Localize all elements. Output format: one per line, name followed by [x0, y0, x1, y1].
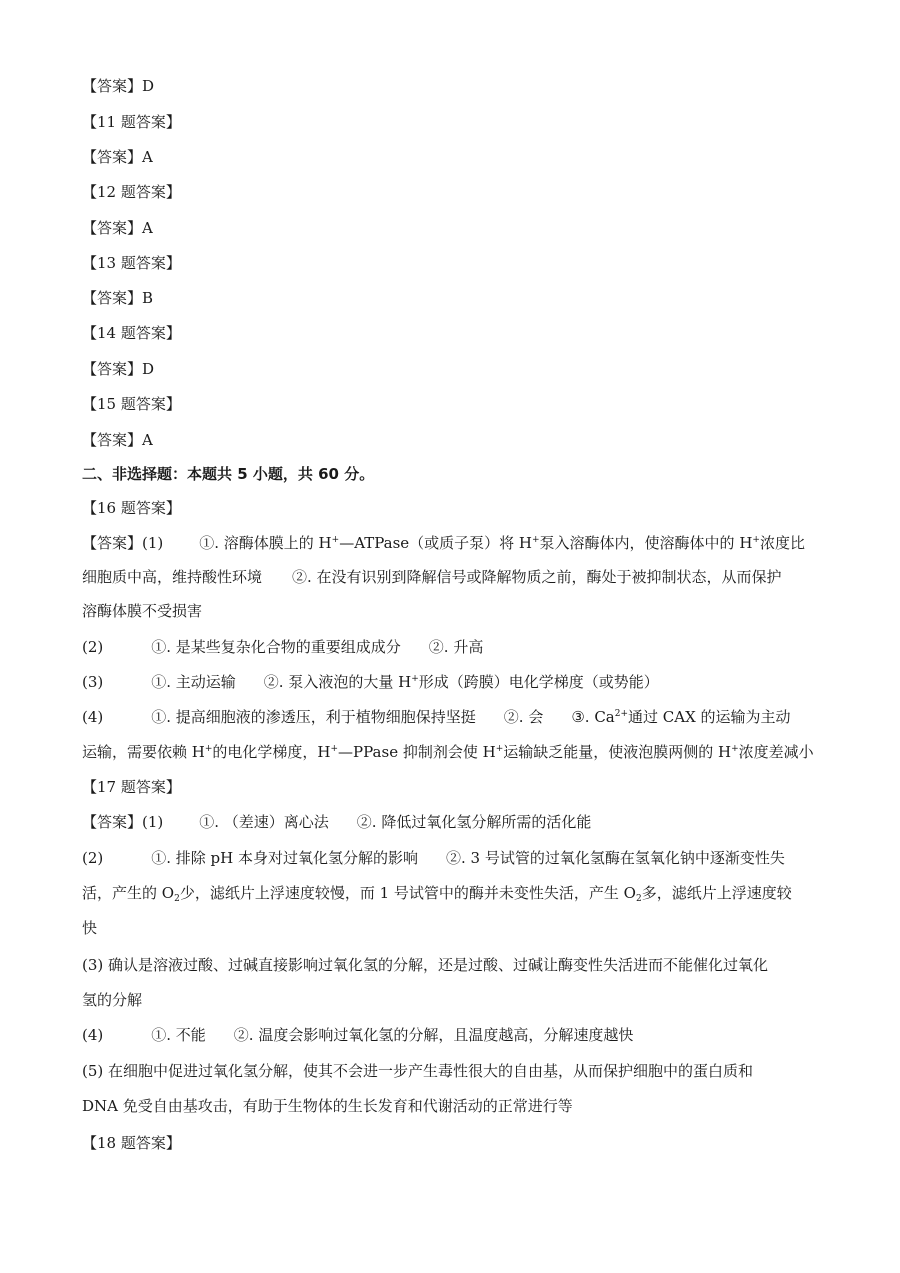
q16-a1-sup-2: + [532, 535, 540, 545]
answer-10: 【答案】D [82, 77, 155, 95]
q16-a1-line2-b: ②. 在没有识别到降解信号或降解物质之前，酶处于被抑制状态，从而保护 [292, 568, 782, 586]
q17-a1-p1: ①. （差速）离心法 [199, 813, 329, 831]
q16-a1-text-c: 泵入溶酶体内，使溶酶体中的 H [539, 534, 753, 552]
q16-a3-p1: ①. 主动运输 [151, 673, 236, 691]
q16-a3-p2-b: 形成（跨膜）电化学梯度（或势能） [418, 673, 659, 691]
q17-answer-2-line-2 [82, 883, 822, 903]
q11-header: 【11 题答案】 [82, 113, 181, 131]
q16-a4-l2-c: —PPase 抑制剂会使 H [338, 743, 496, 761]
q17-answer-2-line-3: 快 [82, 919, 98, 937]
q16-a4-p3-b: 通过 CAX 的运输为主动 [628, 708, 791, 726]
q12-header: 【12 题答案】 [82, 183, 181, 201]
answer-11: 【答案】A [82, 148, 153, 166]
q16-a4-l2-a: 运输，需要依赖 H [82, 743, 205, 761]
q17-a2-l2-sub-1: 2 [174, 894, 180, 904]
q16-a4-p1: ①. 提高细胞液的渗透压，利于植物细胞保持坚挺 [151, 708, 476, 726]
q16-a4-l2-sup-1: + [204, 744, 213, 754]
q16-header: 【16 题答案】 [82, 499, 181, 517]
q16-a1-prefix: 【答案】(1) [82, 534, 164, 552]
q16-a1-text-d: 浓度比 [759, 534, 805, 552]
q17-answer-3-line-2: 氢的分解 [82, 991, 143, 1009]
q16-a4-l2-sup-3: + [495, 744, 504, 754]
q17-answer-5-line-1: (5) 在细胞中促进过氧化氢分解，使其不会进一步产生毒性很大的自由基，从而保护细胞中的蛋白质和 [82, 1062, 754, 1080]
q17-answer-4 [82, 1025, 822, 1045]
q16-a3-p2-a: ②. 泵入液泡的大量 H [263, 673, 412, 691]
q16-a1-text-b: —ATPase（或质子泵）将 H [339, 534, 532, 552]
q17-a2-l2-a: 活，产生的 O [82, 884, 175, 902]
answer-14: 【答案】D [82, 360, 155, 378]
q17-a4-num: (4) [82, 1026, 104, 1044]
q15-header: 【15 题答案】 [82, 395, 181, 413]
q16-a4-l2-d: 运输缺乏能量，使液泡膜两侧的 H [503, 743, 732, 761]
q16-a3-sup: + [411, 674, 419, 684]
q14-header: 【14 题答案】 [82, 324, 181, 342]
q17-answer-5-line-2: DNA 免受自由基攻击，有助于生物体的生长发育和代谢活动的正常进行等 [82, 1097, 573, 1115]
q17-a2-l2-sub-2: 2 [635, 894, 642, 904]
q17-answer-2-line-1 [82, 848, 822, 868]
q16-a2-p1: ①. 是某些复杂化合物的重要组成成分 [151, 638, 401, 656]
q16-answer-1-line-3: 溶酶体膜不受损害 [82, 602, 203, 620]
q16-a4-sup: 2+ [614, 709, 629, 719]
q16-answer-4-line-1 [82, 707, 822, 727]
q17-a2-p1: ①. 排除 pH 本身对过氧化氢分解的影响 [151, 849, 419, 867]
q17-a2-l2-c: 多，滤纸片上浮速度较 [641, 884, 792, 902]
answer-13: 【答案】B [82, 289, 154, 307]
q17-a4-p1: ①. 不能 [151, 1026, 206, 1044]
q17-a4-p2: ②. 温度会影响过氧化氢的分解，且温度越高，分解速度越快 [233, 1026, 634, 1044]
q18-header: 【18 题答案】 [82, 1134, 181, 1152]
q17-a1-p2: ②. 降低过氧化氢分解所需的活化能 [356, 813, 592, 831]
q17-answer-1 [82, 812, 822, 832]
q16-a4-l2-sup-2: + [330, 744, 339, 754]
q16-a4-p3-a: ③. Ca [571, 708, 615, 726]
q16-a4-num: (4) [82, 708, 104, 726]
q16-answer-3 [82, 672, 822, 692]
q16-a2-p2: ②. 升高 [428, 638, 484, 656]
q16-a1-sup-3: + [752, 535, 760, 545]
q16-a1-line2-a: 细胞质中高，维持酸性环境 [82, 568, 263, 586]
section-heading: 二、非选择题：本题共 5 小题，共 60 分。 [82, 465, 375, 483]
q16-a1-sup-1: + [331, 535, 340, 545]
q16-answer-1-line-2 [82, 567, 822, 587]
q13-header: 【13 题答案】 [82, 254, 181, 272]
q16-answer-2 [82, 637, 822, 657]
q16-a3-num: (3) [82, 673, 104, 691]
q16-a4-l2-sup-4: + [731, 744, 739, 754]
answer-15: 【答案】A [82, 431, 153, 449]
q17-a2-l2-b: 少，滤纸片上浮速度较慢，而 1 号试管中的酶并未变性失活，产生 O [179, 884, 636, 902]
q16-a4-l2-e: 浓度差减小 [738, 743, 814, 761]
q17-a1-prefix: 【答案】(1) [82, 813, 164, 831]
q17-a2-num: (2) [82, 849, 104, 867]
q16-a2-num: (2) [82, 638, 104, 656]
q17-answer-3-line-1: (3) 确认是溶液过酸、过碱直接影响过氧化氢的分解，还是过酸、过碱让酶变性失活进而不能催化过氧化 [82, 956, 769, 974]
q16-answer-1-line-1 [82, 533, 822, 553]
q17-a2-p2: ②. 3 号试管的过氧化氢酶在氢氧化钠中逐渐变性失 [446, 849, 785, 867]
q17-header: 【17 题答案】 [82, 778, 181, 796]
q16-a1-text-a: ①. 溶酶体膜上的 H [199, 534, 332, 552]
q16-answer-4-line-2 [82, 742, 822, 762]
q16-a4-l2-b: 的电化学梯度，H [212, 743, 331, 761]
q16-a4-p2: ②. 会 [503, 708, 544, 726]
answer-12: 【答案】A [82, 219, 153, 237]
